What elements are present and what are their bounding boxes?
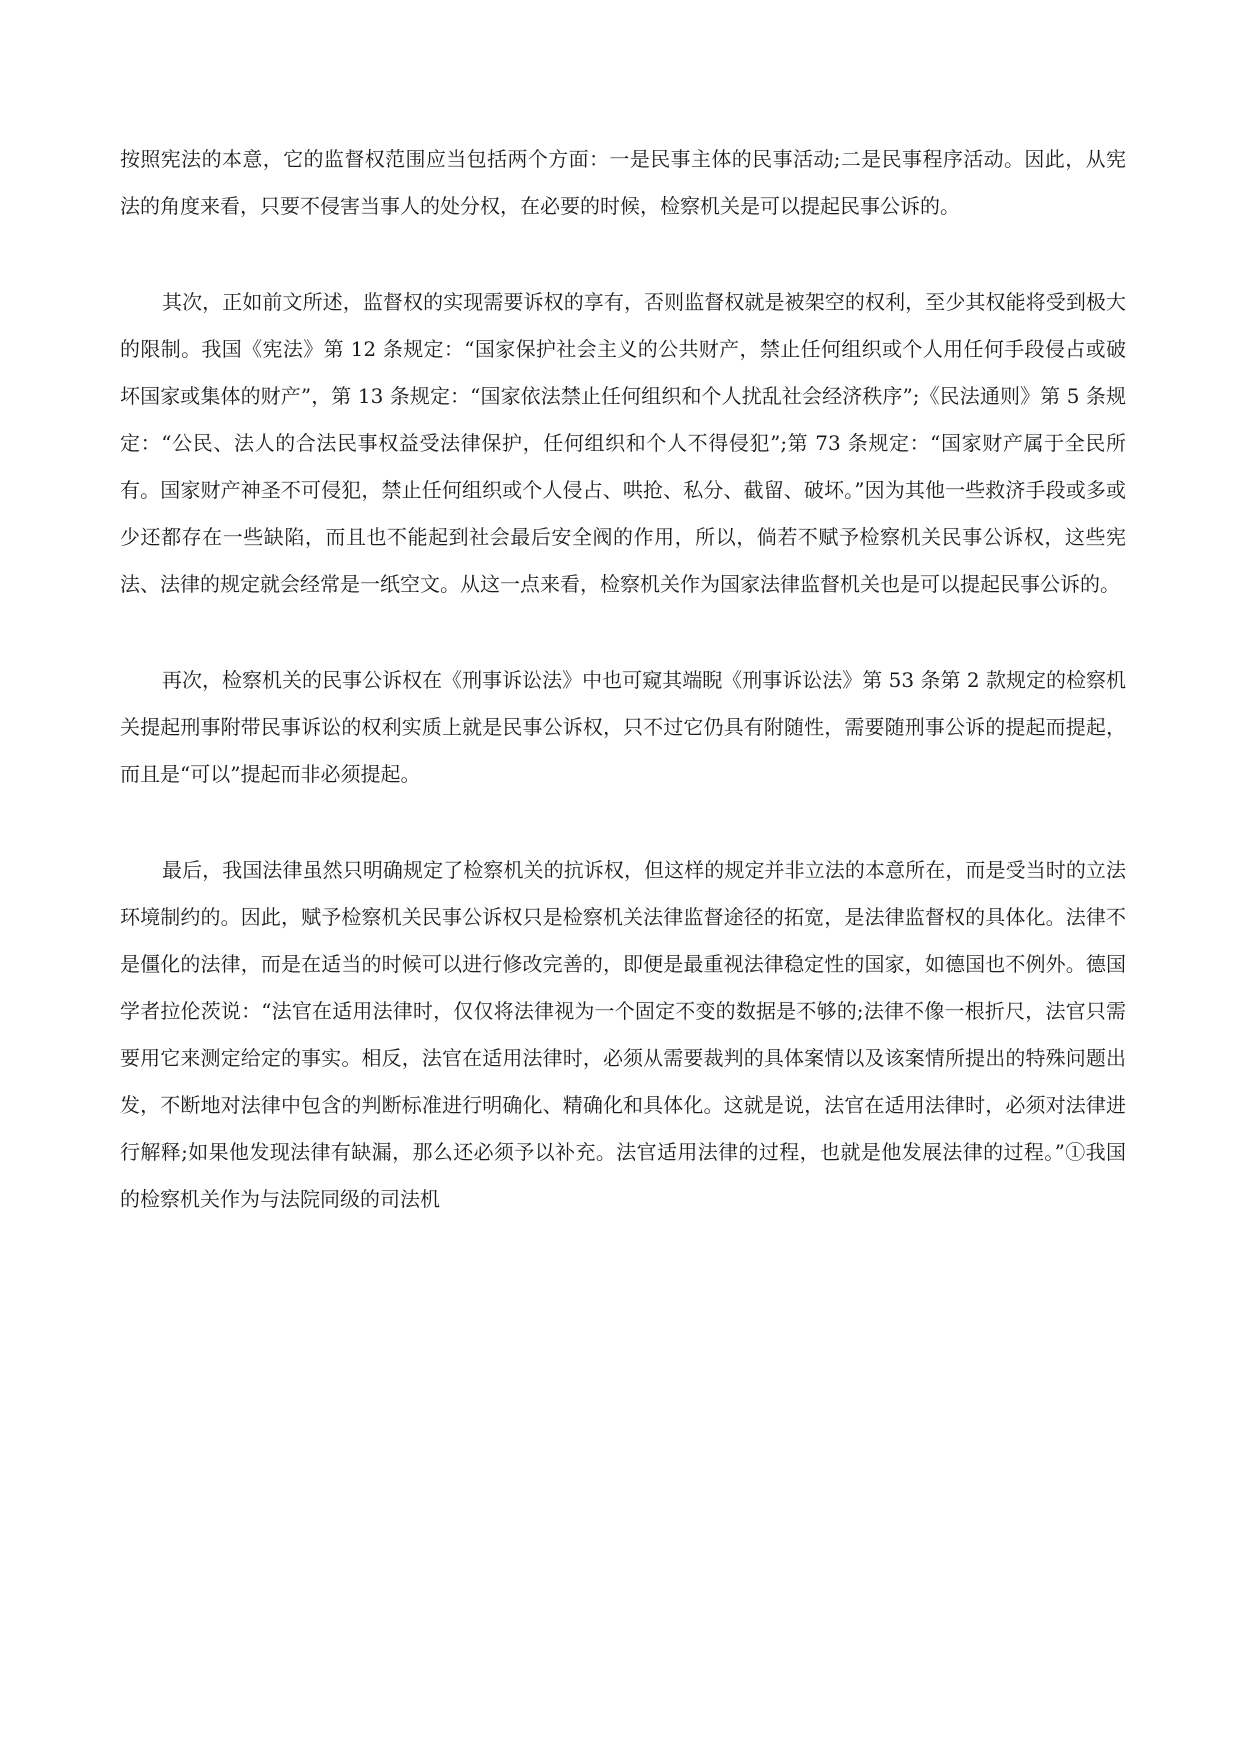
paragraph-secondly: 其次，正如前文所述，监督权的实现需要诉权的享有，否则监督权就是被架空的权利，至少其权能将受到极大的限制。我国《宪法》第 12 条规定：“国家保护社会主义的公共财产，禁止任何组织或个人用任何手段侵占或破坏国家或集体的财产”，第 13 条规定：“国家依法禁止任何组织和个人扰乱社会经济秩序”;《民法通则》第 5 条规定：“公民、法人的合法民事权益受法律保护，任何组织和个人不得侵犯”;第 73 条规定：“国家财产属于全民所有。国家财产神圣不可侵犯，禁止任何组织或个人侵占、哄抢、私分、截留、破坏。”因为其他一些救济手段或多或少还都存在一些缺陷，而且也不能起到社会最后安全阀的作用，所以，倘若不赋予检察机关民事公诉权，这些宪法、法律的规定就会经常是一纸空文。从这一点来看，检察机关作为国家法律监督机关也是可以提起民事公诉的。 [120,290,1126,596]
paragraph-finally: 最后，我国法律虽然只明确规定了检察机关的抗诉权，但这样的规定并非立法的本意所在，而是受当时的立法环境制约的。因此，赋予检察机关民事公诉权只是检察机关法律监督途径的拓宽，是法律监督权的具体化。法律不是僵化的法律，而是在适当的时候可以进行修改完善的，即便是最重视法律稳定性的国家，如德国也不例外。德国学者拉伦茨说：“法官在适用法律时，仅仅将法律视为一个固定不变的数据是不够的;法律不像一根折尺，法官只需要用它来测定给定的事实。相反，法官在适用法律时，必须从需要裁判的具体案情以及该案情所提出的特殊问题出发，不断地对法律中包含的判断标准进行明确化、精确化和具体化。这就是说，法官在适用法律时，必须对法律进行解释;如果他发现法律有缺漏，那么还必须予以补充。法官适用法律的过程，也就是他发展法律的过程。”①我国的检察机关作为与法院同级的司法机 [120,858,1126,1211]
paragraph-continuation: 按照宪法的本意，它的监督权范围应当包括两个方面：一是民事主体的民事活动;二是民事程序活动。因此，从宪法的角度来看，只要不侵害当事人的处分权，在必要的时候，检察机关是可以提起民事公诉的。 [120,147,1126,218]
paragraph-thirdly: 再次，检察机关的民事公诉权在《刑事诉讼法》中也可窥其端睨《刑事诉讼法》第 53 条第 2 款规定的检察机关提起刑事附带民事诉讼的权利实质上就是民事公诉权，只不过它仍具有附随性，需要随刑事公诉的提起而提起，而且是“可以”提起而非必须提起。 [120,668,1126,786]
document-body [120,136,1126,1223]
